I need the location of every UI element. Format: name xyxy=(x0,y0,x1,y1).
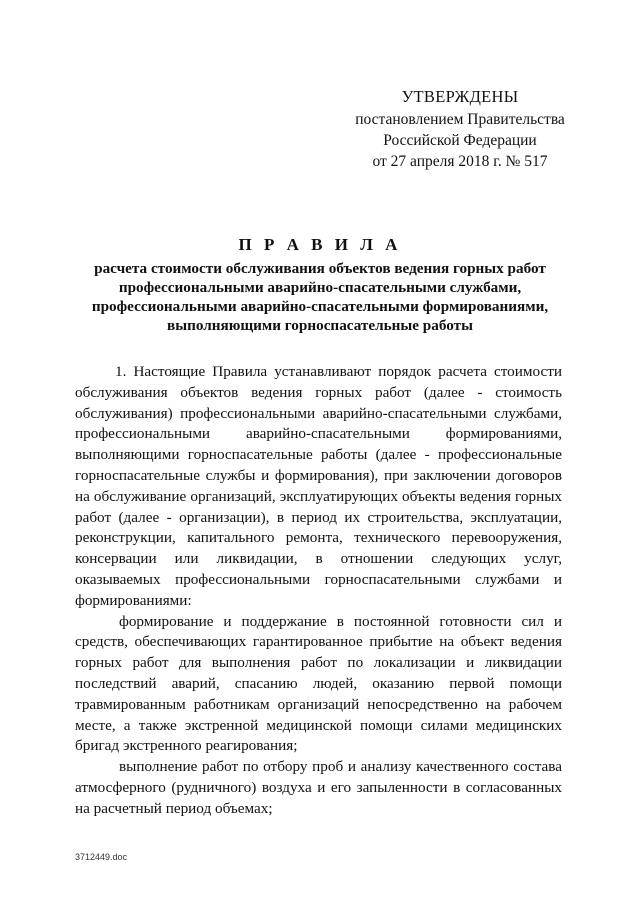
document-subtitle xyxy=(70,259,570,335)
document-title: П Р А В И Л А xyxy=(238,235,402,254)
approval-heading: УТВЕРЖДЕНЫ xyxy=(401,87,519,106)
subtitle-line: выполняющими горноспасательные работы xyxy=(167,317,473,334)
approval-line: Российской Федерации xyxy=(383,132,537,149)
approval-line: постановлением Правительства xyxy=(355,111,565,128)
file-name-footer: 3712449.doc xyxy=(75,852,128,862)
subtitle-line: профессиональными аварийно-спасательными формированиями, xyxy=(91,298,549,315)
subtitle-line: расчета стоимости обслуживания объектов ведения горных работ xyxy=(94,260,546,277)
approval-block xyxy=(330,86,590,172)
paragraph: выполнение работ по отбору проб и анализу качественного состава атмосферного (рудничного) воздуха и его запыленности в согласованных на расчетный период объемах; xyxy=(75,758,562,817)
subtitle-line: профессиональными аварийно-спасательными службами, xyxy=(118,279,522,296)
approval-date-line: от 27 апреля 2018 г. № 517 xyxy=(372,153,548,170)
document-body xyxy=(75,362,562,820)
paragraph: формирование и поддержание в постоянной готовности сил и средств, обеспечивающих гарантированное прибытие на объект ведения горных работ для выполнения работ по локализации и ликвидации последствий аварий, спасанию людей, оказанию первой помощи травмированным работникам организаций непосредственно на рабочем месте, а также экстренной медицинской помощи силами медицинских бригад экстренного реагирования; xyxy=(75,612,562,755)
paragraph: 1. Настоящие Правила устанавливают порядок расчета стоимости обслуживания объектов ведения горных работ (далее - стоимость обслуживания) профессиональными аварийно-спасательными службами, профессиональными аварийно-спасательными формированиями, выполняющими горноспасательные работы (далее - профессиональные горноспасательные службы и формирования), при заключении договоров на обслуживание организаций, эксплуатирующих объекты ведения горных работ (далее - организации), в период их строительства, эксплуатации, реконструкции, капитального ремонта, технического перевооружения, консервации или ликвидации, в отношении следующих услуг, оказываемых профессиональными горноспасательными службами и формированиями: xyxy=(75,363,562,609)
